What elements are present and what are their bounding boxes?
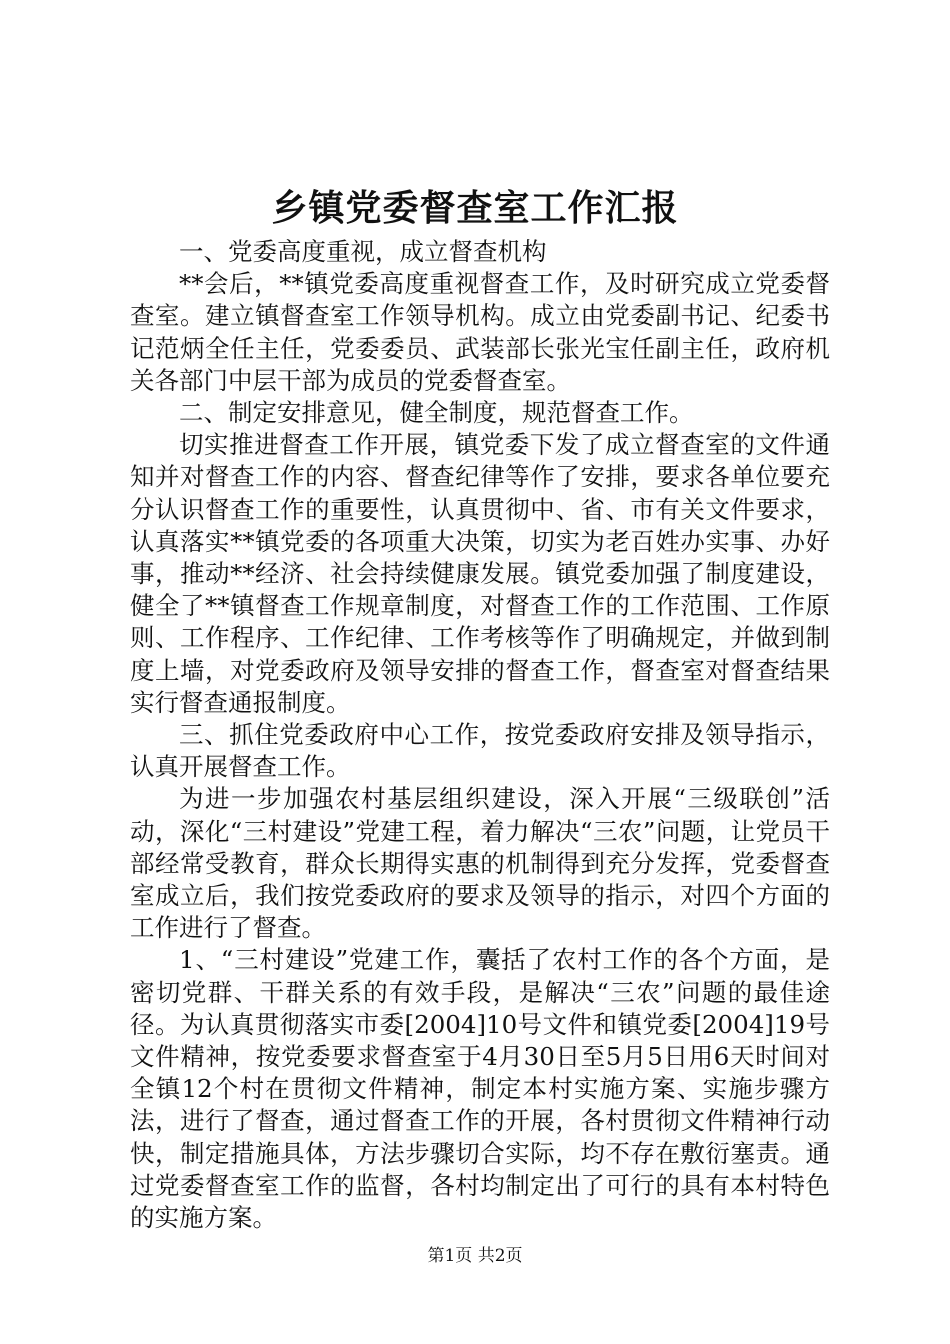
section-heading-3: 三、抓住党委政府中心工作，按党委政府安排及领导指示，认真开展督查工作。 <box>130 720 830 782</box>
document-body <box>130 236 830 1234</box>
page-footer: 第1页 共2页 <box>427 1246 523 1266</box>
paragraph-numbered-1: 1、“三村建设”党建工作，囊括了农村工作的各个方面，是密切党群、干群关系的有效手段，是解决“三农”问题的最佳途径。为认真贯彻落实市委[2004]10号文件和镇党委[2004]19号文件精神，按党委要求督查室于4月30日至5月5日用6天时间对全镇12个村在贯彻文件精神，制定本村实施方案、实施步骤方法，进行了督查，通过督查工作的开展，各村贯彻文件精神行动快，制定措施具体，方法步骤切合实际，均不存在敷衍塞责。通过党委督查室工作的监督，各村均制定出了可行的具有本村特色的实施方案。 <box>130 945 830 1233</box>
paragraph: 为进一步加强农村基层组织建设，深入开展“三级联创”活动，深化“三村建设”党建工程，着力解决“三农”问题，让党员干部经常受教育，群众长期得实惠的机制得到充分发挥，党委督查室成立后，我们按党委政府的要求及领导的指示，对四个方面的工作进行了督查。 <box>130 784 830 943</box>
section-heading-1: 一、党委高度重视，成立督查机构 <box>179 237 547 266</box>
section-heading-2: 二、制定安排意见，健全制度，规范督查工作。 <box>179 398 694 428</box>
paragraph: **会后，**镇党委高度重视督查工作，及时研究成立党委督查室。建立镇督查室工作领导机构。成立由党委副书记、纪委书记范炳全任主任，党委委员、武装部长张光宝任副主任，政府机关各部门中层干部为成员的党委督查室。 <box>130 269 830 395</box>
document-title: 乡镇党委督查室工作汇报 <box>271 187 679 229</box>
paragraph: 切实推进督查工作开展，镇党委下发了成立督查室的文件通知并对督查工作的内容、督查纪律等作了安排，要求各单位要充分认识督查工作的重要性，认真贯彻中、省、市有关文件要求，认真落实**镇党委的各项重大决策，切实为老百姓办实事、办好事，推动**经济、社会持续健康发展。镇党委加强了制度建设，健全了**镇督查工作规章制度，对督查工作的工作范围、工作原则、工作程序、工作纪律、工作考核等作了明确规定，并做到制度上墙，对党委政府及领导安排的督查工作，督查室对督查结果实行督查通报制度。 <box>130 430 830 717</box>
